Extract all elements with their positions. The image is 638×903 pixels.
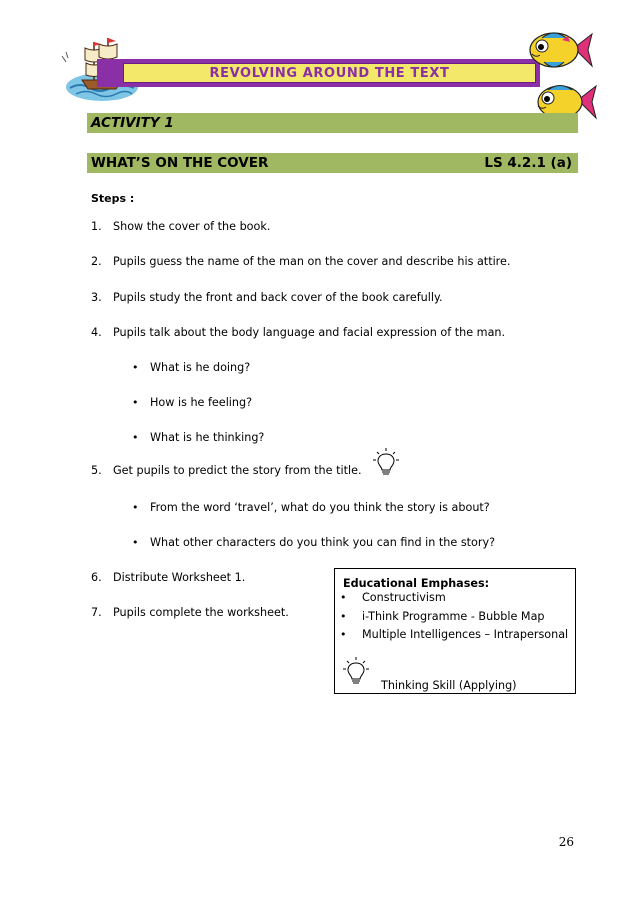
activity-label: ACTIVITY 1 [91,115,174,131]
bullet-icon: • [132,396,139,409]
page-number: 26 [558,835,574,849]
lightbulb-icon [373,448,399,478]
step-3-number: 3. [91,291,102,304]
step-5-bullet-1: From the word ‘travel’, what do you think the story is about? [150,501,490,514]
steps-heading: Steps : [91,192,135,205]
activity-bar [87,113,578,133]
bullet-icon: • [132,361,139,374]
step-7-number: 7. [91,606,102,619]
section-bar [87,153,578,173]
lightbulb-icon [343,657,369,687]
step-4-bullet-1: What is he doing? [150,361,251,374]
thinking-skill-label: Thinking Skill (Applying) [381,679,517,692]
bullet-icon: • [340,591,347,604]
bullet-icon: • [340,628,347,641]
step-4-bullet-3: What is he thinking? [150,431,265,444]
step-5-bullet-2: What other characters do you think you can find in the story? [150,536,496,549]
step-4-bullet-2: How is he feeling? [150,396,253,409]
step-6-text: Distribute Worksheet 1. [113,571,246,584]
step-3-text: Pupils study the front and back cover of the book carefully. [113,291,443,304]
fish-illustration-top [522,26,594,76]
step-5-number: 5. [91,464,102,477]
step-2-number: 2. [91,255,102,268]
bullet-icon: • [340,610,347,623]
step-7-text: Pupils complete the worksheet. [113,606,289,619]
title-banner [97,59,540,87]
section-title: WHAT’S ON THE COVER [91,155,269,171]
bullet-icon: • [132,501,139,514]
emphases-heading: Educational Emphases: [343,577,490,590]
bullet-icon: • [132,431,139,444]
educational-emphases-box [334,568,576,694]
banner-title: REVOLVING AROUND THE TEXT [123,63,536,83]
step-2-text: Pupils guess the name of the man on the cover and describe his attire. [113,255,511,268]
step-1-number: 1. [91,220,102,233]
step-5-text: Get pupils to predict the story from the title. [113,464,362,477]
step-1-text: Show the cover of the book. [113,220,271,233]
step-4-number: 4. [91,326,102,339]
step-4-text: Pupils talk about the body language and facial expression of the man. [113,326,506,339]
emphasis-item-2: i-Think Programme - Bubble Map [362,610,545,623]
bullet-icon: • [132,536,139,549]
emphasis-item-1: Constructivism [362,591,446,604]
step-6-number: 6. [91,571,102,584]
emphasis-item-3: Multiple Intelligences – Intrapersonal [362,628,569,641]
section-code: LS 4.2.1 (a) [484,155,572,171]
